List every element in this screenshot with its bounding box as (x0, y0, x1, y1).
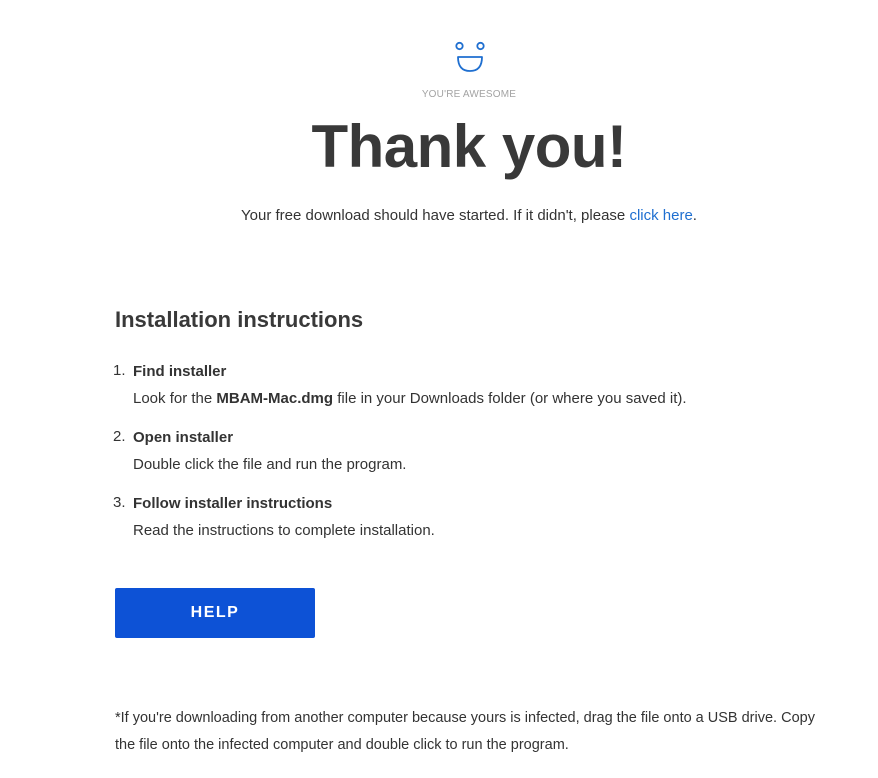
step-number: 3. (113, 494, 126, 511)
step-title: Find installer (133, 363, 227, 380)
click-here-link[interactable]: click here (629, 207, 693, 224)
help-button[interactable]: HELP (115, 588, 315, 638)
footnote-text: *If you're downloading from another computer because yours is infected, drag the file onto a USB drive. Copy the file onto the infected computer and double click to run the program. (115, 710, 815, 753)
page-title: Thank you! (311, 113, 627, 180)
step-item (115, 428, 815, 494)
smiley-face-icon (452, 40, 488, 76)
eyebrow-text: YOU'RE AWESOME (421, 89, 517, 100)
step-description-suffix: file in your Downloads folder (or where you saved it). (333, 390, 687, 407)
step-item (115, 362, 815, 428)
step-description-prefix: Look for the (133, 390, 217, 407)
installer-filename: MBAM-Mac.dmg (216, 390, 334, 407)
installation-instructions-heading: Installation instructions (115, 307, 364, 332)
step-title: Follow installer instructions (133, 495, 333, 512)
step-description (133, 389, 815, 409)
step-description: Read the instructions to complete installation. (133, 522, 435, 539)
step-number: 1. (113, 362, 126, 379)
step-title: Open installer (133, 429, 234, 446)
download-notice (0, 207, 878, 224)
step-number: 2. (113, 428, 126, 445)
step-item (115, 494, 815, 560)
installation-steps-list (115, 362, 815, 560)
download-notice-suffix: . (692, 207, 697, 224)
step-description: Double click the file and run the program. (133, 456, 407, 473)
download-notice-text: Your free download should have started. If it didn't, please (241, 207, 630, 224)
